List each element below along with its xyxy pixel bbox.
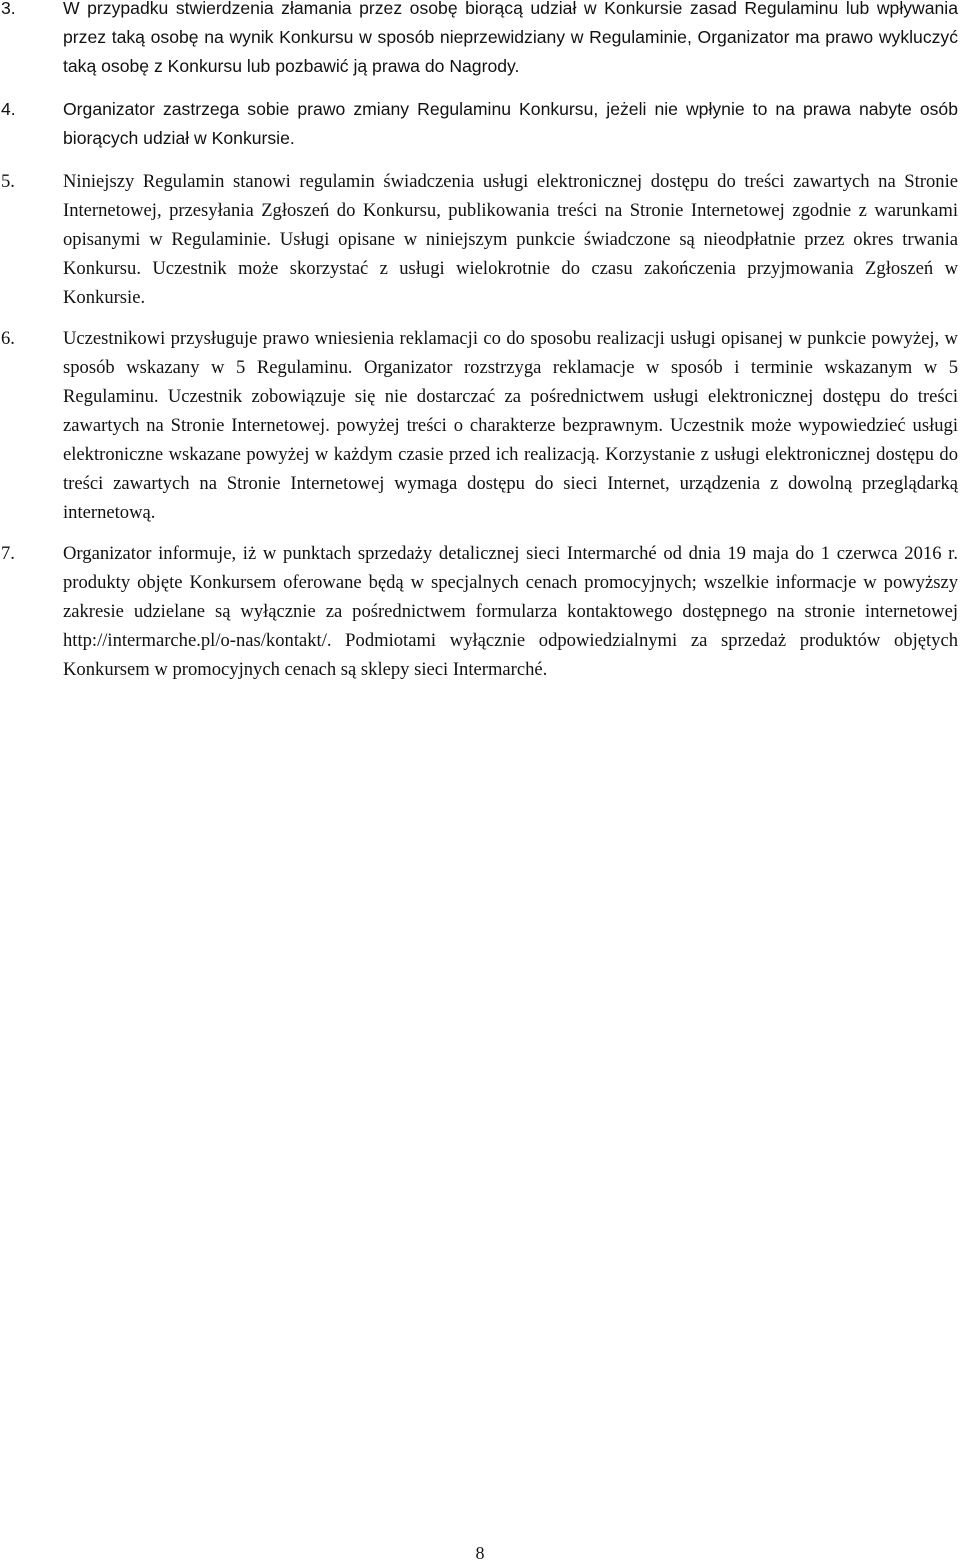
item-number: 7. bbox=[1, 543, 15, 564]
item-text: Uczestnikowi przysługuje prawo wniesienia reklamacji co do sposobu realizacji usługi opisanej w punkcie powyżej, w sposób wskazany w 5 Regulaminu. Organizator rozstrzyga reklamacje w sposób i terminie wskazanym w 5 Regulaminu. Uczestnik zobowiązuje się nie dostarczać za pośrednictwem usługi elektronicznej dostępu do treści zawartych na Stronie Internetowej. powyżej treści o charakterze bezprawnym. Uczestnik może wypowiedzieć usługi elektroniczne wskazane powyżej w każdym czasie przed ich realizacją. Korzystanie z usługi elektronicznej dostępu do treści zawartych na Stronie Internetowej wymaga dostępu do sieci Internet, urządzenia z dowolną przeglądarką internetową. bbox=[63, 328, 958, 523]
list-item-7 bbox=[0, 539, 958, 684]
item-number: 5. bbox=[1, 171, 15, 192]
item-text: Niniejszy Regulamin stanowi regulamin świadczenia usługi elektronicznej dostępu do treści zawartych na Stronie Internetowej, przesyłania Zgłoszeń do Konkursu, publikowania treści na Stronie Internetowej zgodnie z warunkami opisanymi w Regulaminie. Usługi opisane w niniejszym punkcie świadczone są nieodpłatnie przez okres trwania Konkursu. Uczestnik może skorzystać z usługi wielokrotnie do czasu zakończenia przyjmowania Zgłoszeń w Konkursie. bbox=[63, 171, 958, 308]
item-text: Organizator zastrzega sobie prawo zmiany Regulaminu Konkursu, jeżeli nie wpłynie to na prawa nabyte osób biorących udział w Konkursie. bbox=[63, 99, 958, 148]
item-number: 4. bbox=[1, 99, 16, 119]
item-text: Organizator informuje, iż w punktach sprzedaży detalicznej sieci Intermarché od dnia 19 maja do 1 czerwca 2016 r. produkty objęte Konkursem oferowane będą w specjalnych cenach promocyjnych; wszelkie informacje w powyższy zakresie udzielane są wyłącznie za pośrednictwem formularza kontaktowego dostępnego na stronie internetowej http://intermarche.pl/o-nas/kontakt/. Podmiotami wyłącznie odpowiedzialnymi za sprzedaż produktów objętych Konkursem w promocyjnych cenach są sklepy sieci Intermarché. bbox=[63, 543, 958, 680]
numbered-list bbox=[0, 0, 958, 696]
item-number: 3. bbox=[1, 0, 16, 18]
item-number: 6. bbox=[1, 328, 15, 349]
list-item-3 bbox=[0, 0, 958, 81]
page-number: 8 bbox=[475, 1543, 485, 1563]
list-item-4 bbox=[0, 95, 958, 153]
list-item-5 bbox=[0, 167, 958, 312]
item-text: W przypadku stwierdzenia złamania przez osobę biorącą udział w Konkursie zasad Regulaminu lub wpływania przez taką osobę na wynik Konkursu w sposób nieprzewidziany w Regulaminie, Organizator ma prawo wykluczyć taką osobę z Konkursu lub pozbawić ją prawa do Nagrody. bbox=[63, 0, 958, 76]
list-item-6 bbox=[0, 324, 958, 527]
